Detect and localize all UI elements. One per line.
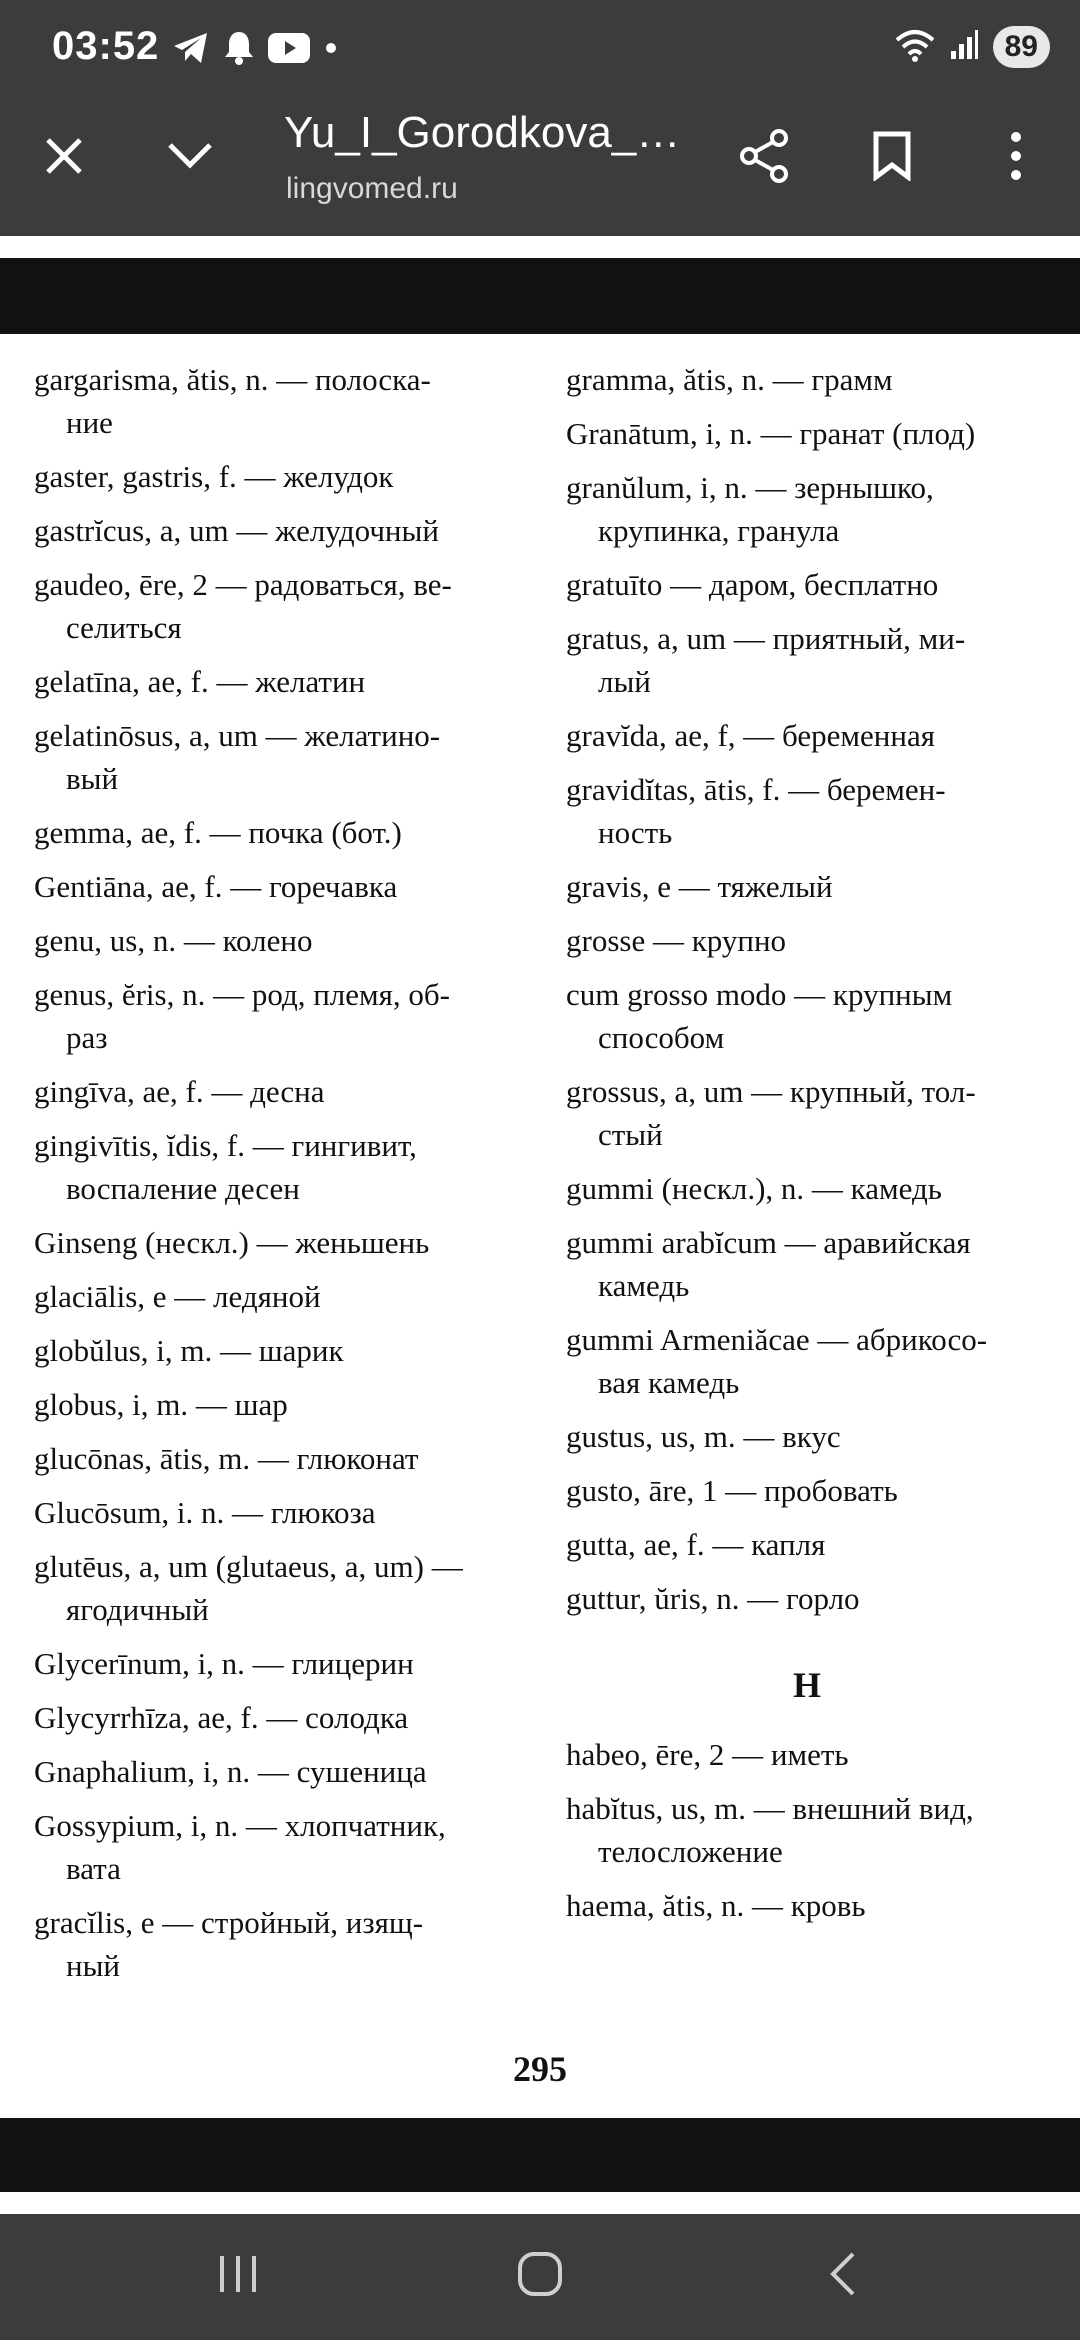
navigation-bar <box>0 2214 1080 2340</box>
status-bar <box>0 0 1080 100</box>
entry-continuation: телосложение <box>598 1834 783 1869</box>
close-icon <box>44 136 84 181</box>
dictionary-entry <box>34 455 520 498</box>
notification-bell-icon <box>224 30 254 66</box>
home-button[interactable] <box>490 2236 590 2316</box>
dictionary-entry <box>566 1787 1048 1873</box>
dictionary-entry <box>34 865 520 908</box>
entry-continuation: воспаление десен <box>66 1171 300 1206</box>
browser-toolbar <box>0 100 1080 236</box>
entry-continuation: ние <box>66 405 113 440</box>
recent-apps-button[interactable] <box>188 2236 288 2316</box>
share-icon <box>739 129 789 188</box>
dictionary-entry <box>34 811 520 854</box>
dictionary-entry <box>566 1469 1048 1512</box>
entry-text: gargarisma, ătis, n. — полоска- <box>34 362 431 397</box>
entry-text: cum grosso modo — крупным <box>566 977 953 1012</box>
entry-continuation: вая камедь <box>598 1365 740 1400</box>
entry-text: Granātum, i, n. — гранат (плод) <box>566 416 976 451</box>
entry-continuation: стый <box>598 1117 663 1152</box>
entry-continuation: селиться <box>66 610 182 645</box>
entry-text: gratus, a, um — приятный, ми- <box>566 621 966 656</box>
entry-text: gemma, ae, f. — почка (бот.) <box>34 815 402 850</box>
dictionary-entry <box>34 563 520 649</box>
entry-text: gaudeo, ēre, 2 — радоваться, ве- <box>34 567 452 602</box>
entry-text: glaciālis, e — ледяной <box>34 1279 321 1314</box>
entry-text: gutta, ae, f. — капля <box>566 1527 826 1562</box>
close-button[interactable] <box>24 118 104 198</box>
dictionary-entry <box>34 358 520 444</box>
entry-text: Glycyrrhīza, ae, f. — солодка <box>34 1700 409 1735</box>
entry-text: globus, i, m. — шар <box>34 1387 288 1422</box>
entry-continuation: ный <box>66 1948 121 1983</box>
dictionary-entry <box>566 617 1048 703</box>
dictionary-entry <box>34 1383 520 1426</box>
page-info-button[interactable] <box>150 118 230 198</box>
dictionary-entry <box>566 1167 1048 1210</box>
more-vertical-icon <box>1009 131 1023 186</box>
bookmark-icon <box>872 131 912 186</box>
dictionary-left-column <box>34 358 520 1998</box>
entry-text: gingīva, ae, f. — десна <box>34 1074 325 1109</box>
dictionary-entry <box>566 1415 1048 1458</box>
dictionary-entry <box>34 1124 520 1210</box>
status-system-icons <box>895 26 1050 68</box>
entry-text: habĭtus, us, m. — внешний вид, <box>566 1791 974 1826</box>
dictionary-entry <box>34 1329 520 1372</box>
dictionary-entry <box>34 1804 520 1890</box>
dictionary-entry <box>34 1901 520 1987</box>
entry-text: gingivītis, ĭdis, f. — гингивит, <box>34 1128 417 1163</box>
dictionary-entry <box>566 1070 1048 1156</box>
entry-continuation: лый <box>598 664 651 699</box>
entry-text: gummi arabĭcum — аравийская <box>566 1225 971 1260</box>
back-button[interactable] <box>792 2236 892 2316</box>
dictionary-entry <box>566 1884 1048 1927</box>
entry-continuation: способом <box>598 1020 725 1055</box>
entry-text: grosse — крупно <box>566 923 787 958</box>
dictionary-entry <box>566 1318 1048 1404</box>
signal-icon <box>949 29 979 66</box>
entry-continuation: вый <box>66 761 119 796</box>
entry-text: gravĭda, ae, f, — беременная <box>566 718 936 753</box>
dictionary-entry <box>566 714 1048 757</box>
entry-text: Gossypium, i, n. — хлопчатник, <box>34 1808 446 1843</box>
back-icon <box>825 2250 859 2303</box>
page-top-band <box>0 258 1080 334</box>
top-bar <box>0 0 1080 236</box>
dictionary-entry <box>566 1523 1048 1566</box>
dot-icon <box>324 41 338 55</box>
entry-continuation: крупинка, гранула <box>598 513 840 548</box>
page-bottom-band <box>0 2118 1080 2192</box>
dictionary-entry <box>34 1750 520 1793</box>
youtube-icon <box>268 33 310 63</box>
entry-text: gummi (нескл.), n. — камедь <box>566 1171 942 1206</box>
dictionary-right-column <box>566 358 1048 1938</box>
bookmark-button[interactable] <box>852 118 932 198</box>
entry-text: Glycerīnum, i, n. — глицерин <box>34 1646 414 1681</box>
more-options-button[interactable] <box>976 118 1056 198</box>
entry-continuation: камедь <box>598 1268 690 1303</box>
dictionary-entry <box>566 412 1048 455</box>
wifi-icon <box>895 28 935 67</box>
page-title[interactable]: Yu_I_Gorodkova_… <box>284 108 681 157</box>
dictionary-entry <box>34 973 520 1059</box>
entry-text: gracĭlis, e — стройный, изящ- <box>34 1905 424 1940</box>
recent-apps-icon <box>216 2252 260 2301</box>
entry-text: gratuīto — даром, бесплатно <box>566 567 939 602</box>
entry-text: gummi Armeniăcae — абрикосо- <box>566 1322 988 1357</box>
dictionary-entry <box>34 1545 520 1631</box>
dictionary-entry <box>34 509 520 552</box>
entry-text: Ginseng (нескл.) — женьшень <box>34 1225 430 1260</box>
dictionary-entry <box>34 1070 520 1113</box>
entry-text: glucōnas, ātis, m. — глюконат <box>34 1441 419 1476</box>
chevron-down-icon <box>166 141 214 176</box>
entry-continuation: ягодичный <box>66 1592 209 1627</box>
dictionary-entry <box>34 1491 520 1534</box>
dictionary-entry <box>34 1437 520 1480</box>
entry-text: Glucōsum, i. n. — глюкоза <box>34 1495 376 1530</box>
page-gap <box>0 236 1080 258</box>
telegram-icon <box>172 31 210 65</box>
entry-text: genus, ĕris, n. — род, племя, об- <box>34 977 451 1012</box>
dictionary-entry <box>34 919 520 962</box>
entry-text: gravis, e — тяжелый <box>566 869 833 904</box>
entry-text: haema, ătis, n. — кровь <box>566 1888 866 1923</box>
entry-text: globŭlus, i, m. — шарик <box>34 1333 344 1368</box>
dictionary-entry <box>566 1577 1048 1620</box>
dictionary-entry <box>566 1221 1048 1307</box>
dictionary-entry <box>34 1642 520 1685</box>
entry-text: genu, us, n. — колено <box>34 923 313 958</box>
status-time: 03:52 <box>52 24 160 68</box>
status-notification-icons <box>172 30 338 66</box>
entry-text: gravidĭtas, ātis, f. — беремен- <box>566 772 946 807</box>
share-button[interactable] <box>724 118 804 198</box>
dictionary-entry <box>566 919 1048 962</box>
entry-text: Gentiāna, ae, f. — горечавка <box>34 869 398 904</box>
dictionary-entry <box>34 660 520 703</box>
dictionary-entry <box>34 1696 520 1739</box>
entry-text: guttur, ŭris, n. — горло <box>566 1581 860 1616</box>
page-url[interactable]: lingvomed.ru <box>286 172 458 205</box>
dictionary-entry <box>566 865 1048 908</box>
entry-text: gastrĭcus, a, um — желудочный <box>34 513 439 548</box>
dictionary-entry <box>34 1221 520 1264</box>
page-number: 295 <box>513 2049 567 2089</box>
entry-text: habeo, ēre, 2 — иметь <box>566 1737 849 1772</box>
dictionary-entry <box>566 1733 1048 1776</box>
entry-text: granŭlum, i, n. — зернышко, <box>566 470 934 505</box>
entry-text: gustus, us, m. — вкус <box>566 1419 841 1454</box>
dictionary-entry <box>566 358 1048 401</box>
entry-text: gelatīna, ae, f. — желатин <box>34 664 366 699</box>
entry-text: gusto, āre, 1 — пробовать <box>566 1473 898 1508</box>
dictionary-entry <box>34 1275 520 1318</box>
home-icon <box>516 2250 564 2303</box>
dictionary-entry <box>566 973 1048 1059</box>
dictionary-entry <box>566 466 1048 552</box>
entry-text: grossus, a, um — крупный, тол- <box>566 1074 976 1109</box>
entry-text: Gnaphalium, i, n. — сушеница <box>34 1754 427 1789</box>
entry-text: gelatinōsus, a, um — желатино- <box>34 718 441 753</box>
entry-text: gramma, ătis, n. — грамм <box>566 362 893 397</box>
entry-text: gaster, gastris, f. — желудок <box>34 459 394 494</box>
entry-text: glutēus, a, um (glutaeus, a, um) — <box>34 1549 463 1584</box>
section-letter: H <box>792 1665 821 1705</box>
entry-continuation: ность <box>598 815 673 850</box>
dictionary-entry <box>566 563 1048 606</box>
battery-indicator: 89 <box>993 26 1050 68</box>
dictionary-entry <box>566 768 1048 854</box>
entry-continuation: раз <box>66 1020 108 1055</box>
entry-continuation: вата <box>66 1851 121 1886</box>
dictionary-entry <box>34 714 520 800</box>
